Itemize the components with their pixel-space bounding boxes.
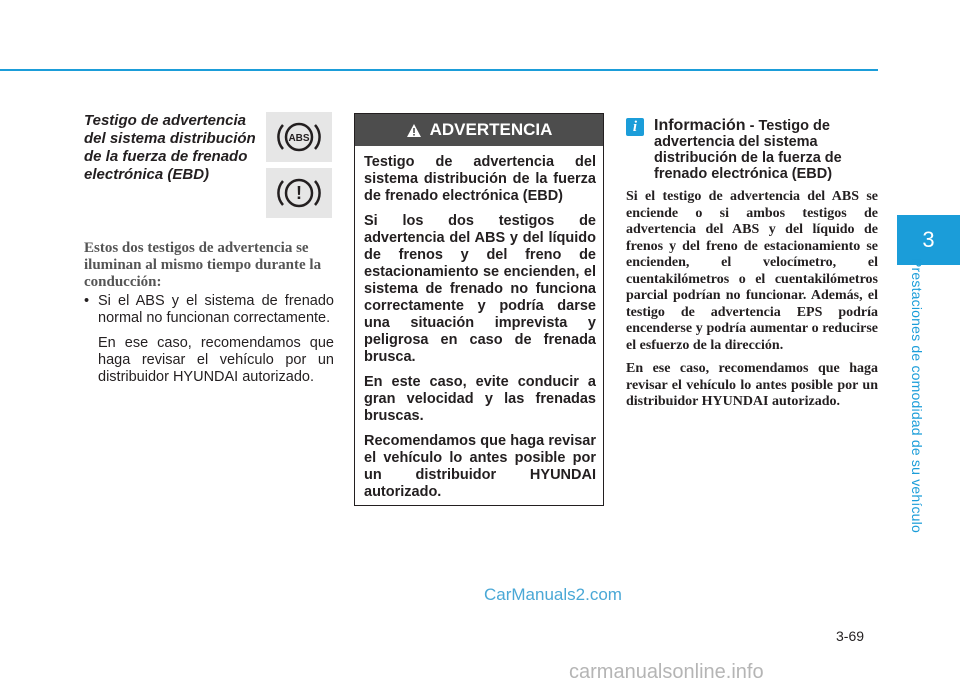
- section-title: Testigo de advertencia del sistema distribución de la fuerza de frenado electrónica (EBD): [84, 112, 256, 183]
- warning-paragraph: Recomendamos que haga revisar el vehículo lo antes posible por un distribuidor HYUNDAI autorizado.: [364, 433, 596, 500]
- abs-icon-label: ABS: [288, 133, 310, 144]
- bullet-item: [84, 293, 334, 386]
- warning-icon-symbol: !: [296, 183, 302, 203]
- watermark-bottom: carmanualsonline.info: [569, 661, 764, 683]
- bullet-dot: •: [84, 293, 90, 309]
- warning-paragraph: En este caso, evite conducir a gran velocidad y las frenadas bruscas.: [364, 374, 596, 424]
- top-rule: [0, 69, 878, 71]
- abs-warning-icon: [266, 112, 332, 162]
- page-number: 3-69: [836, 628, 865, 644]
- bullet-continuation: En ese caso, recomendamos que haga revisar el vehículo por un distribuidor HYUNDAI autorizado.: [98, 335, 334, 385]
- warning-paragraph: Testigo de advertencia del sistema distribución de la fuerza de frenado electrónica (EBD): [364, 154, 596, 204]
- warning-heading: ADVERTENCIA: [429, 120, 553, 139]
- watermark-top: CarManuals2.com: [484, 585, 622, 604]
- chapter-number: 3: [922, 227, 935, 252]
- warning-triangle-icon: [406, 123, 422, 138]
- warning-body: [355, 146, 603, 501]
- warning-box: [354, 113, 604, 506]
- warning-paragraph: Si los dos testigos de advertencia del ABS y del líquido de frenos y del freno de estacionamiento se encienden, el sistema de frenado no funciona correctamente y podría darse una situación imprevista y peligrosa en caso de frenada brusca.: [364, 213, 596, 365]
- brake-warning-icon: [266, 168, 332, 218]
- info-icon: i: [626, 118, 644, 136]
- info-header: [626, 118, 878, 182]
- info-title-main: Información: [654, 117, 746, 134]
- info-paragraph: Si el testigo de advertencia del ABS se enciende o si ambos testigos de advertencia del ABS y del líquido de frenos y del freno de estacionamiento se encienden, el velocímetro, el cuentakilómetros o el cuentakilómetros parcial podrían no funcionar. Además, el testigo de advertencia EPS podría encenderse y podría aumentar o reducirse el esfuerzo de la dirección.: [626, 189, 878, 353]
- info-paragraph: En ese caso, recomendamos que haga revisar el vehículo lo antes posible por un distribuidor HYUNDAI autorizado.: [626, 361, 878, 409]
- bullet-text: Si el ABS y el sistema de frenado normal no funcionan correctamente.: [98, 293, 334, 326]
- chapter-title: Prestaciones de comodidad de su vehículo: [909, 258, 925, 533]
- intro-text: Estos dos testigos de advertencia se iluminan al mismo tiempo durante la conducción:: [84, 240, 322, 290]
- info-title-rest: - Testigo de advertencia del sistema distribución de la fuerza de frenado electrónica (EBD): [654, 118, 842, 182]
- info-title: [654, 118, 878, 182]
- info-body: [626, 189, 878, 418]
- warning-header: [355, 114, 603, 146]
